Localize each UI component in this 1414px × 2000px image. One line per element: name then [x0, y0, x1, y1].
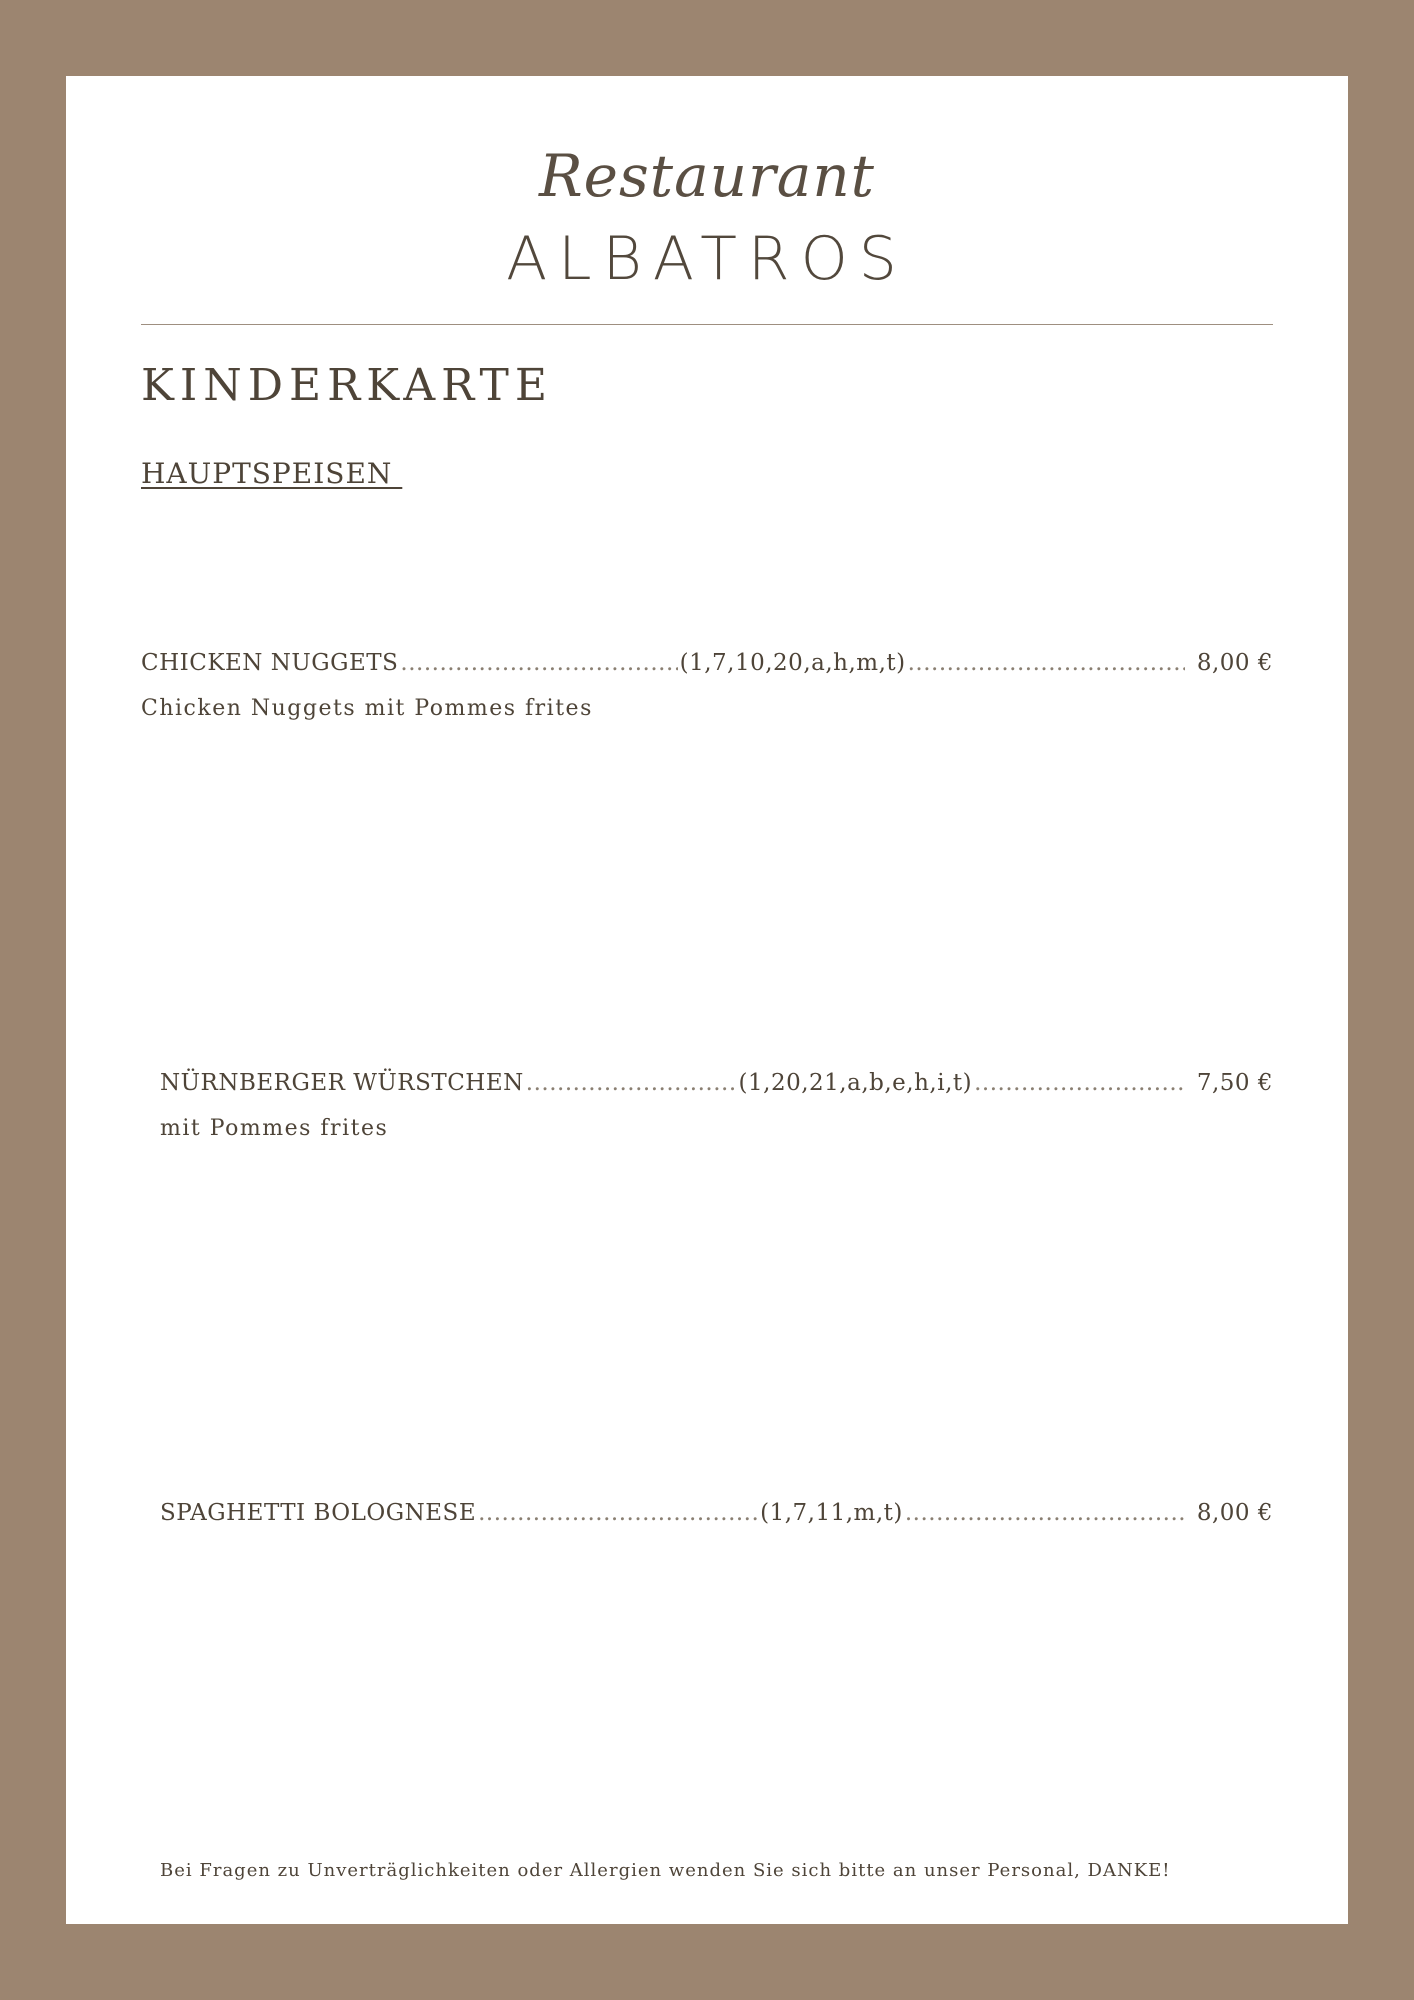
dot-leader — [478, 1500, 758, 1526]
item-price: 7,50 € — [1196, 1070, 1274, 1096]
item-allergens: (1,7,11,m,t) — [760, 1500, 903, 1526]
menu-item — [160, 1500, 1273, 1526]
menu-item — [160, 1070, 1273, 1096]
header-divider — [141, 324, 1273, 325]
item-allergens: (1,20,21,a,b,e,h,i,t) — [738, 1070, 973, 1096]
item-price: 8,00 € — [1196, 1500, 1274, 1526]
item-price: 8,00 € — [1196, 650, 1273, 676]
item-name: CHICKEN NUGGETS — [141, 650, 399, 676]
menu-item — [141, 650, 1273, 676]
item-description: mit Pommes frites — [160, 1116, 389, 1141]
section-heading: HAUPTSPEISEN — [141, 457, 403, 490]
item-name: SPAGHETTI BOLOGNESE — [160, 1500, 477, 1526]
dot-leader — [526, 1070, 737, 1096]
dot-leader — [908, 650, 1185, 676]
allergy-note: Bei Fragen zu Unverträglichkeiten oder Allergien wenden Sie sich bitte an unser Personal, DANKE! — [160, 1860, 1171, 1881]
dot-leader — [400, 650, 677, 676]
dot-leader — [974, 1070, 1185, 1096]
logo-name: ALBATROS — [506, 224, 908, 294]
item-description: Chicken Nuggets mit Pommes frites — [141, 696, 593, 721]
dot-leader — [905, 1500, 1185, 1526]
logo-script: Restaurant — [539, 142, 875, 210]
page-title: KINDERKARTE — [141, 360, 553, 411]
item-allergens: (1,7,10,20,a,h,m,t) — [679, 650, 906, 676]
item-name: NÜRNBERGER WÜRSTCHEN — [160, 1070, 524, 1096]
menu-page — [66, 76, 1348, 1924]
